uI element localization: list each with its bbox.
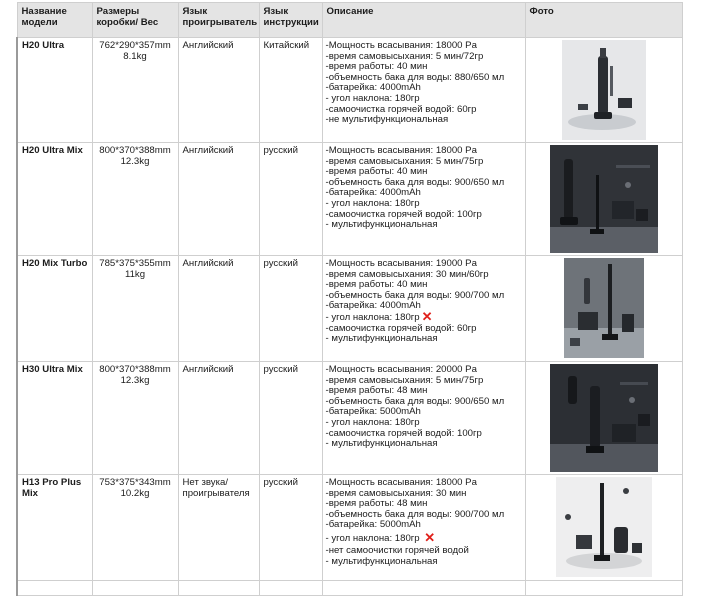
spec-line: -объемность бака для воды: 900/650 мл [325, 395, 505, 407]
spec-line: -Мощность всасывания: 20000 Pa [325, 364, 477, 375]
description-cell[interactable] [322, 143, 525, 256]
spec-line: -самоочистка горячей водой: 60гр [325, 322, 477, 334]
box-weight: 11kg [124, 268, 146, 280]
empty-cell[interactable] [17, 581, 92, 596]
size-cell[interactable] [92, 143, 178, 256]
spec-line: - мультифункциональная [325, 438, 438, 450]
box-weight: 12.3kg [120, 155, 150, 167]
empty-cell[interactable] [178, 581, 259, 596]
table-row-empty [17, 581, 682, 596]
spec-line: -батарейка: 5000mAh [325, 519, 421, 531]
player-lang-cell[interactable]: Английский [178, 256, 259, 362]
description-cell[interactable] [322, 362, 525, 475]
spec-line: -время работы: 40 мин [325, 61, 428, 73]
spec-line: -самоочистка горячей водой: 100гр [325, 208, 482, 220]
box-dimensions: 785*375*355mm [99, 258, 171, 269]
spec-line: -нет самоочистки горячей водой [325, 544, 469, 556]
player-lang-cell[interactable]: Английский [178, 143, 259, 256]
spec-line: -время самовысыхания: 30 мин [325, 487, 467, 499]
manual-lang-cell[interactable]: русский [259, 143, 322, 256]
spec-line: - мультифункциональная [325, 333, 438, 345]
spec-line: -Мощность всасывания: 18000 Pa [325, 40, 477, 51]
spec-line: - мультифункциональная [325, 219, 438, 231]
model-cell[interactable]: H20 Mix Turbo [17, 256, 92, 362]
spec-line: -батарейка: 4000mAh [325, 300, 421, 312]
player-lang-cell[interactable]: Английский [178, 38, 259, 143]
spec-line: -объемность бака для воды: 880/650 мл [325, 71, 505, 83]
photo-cell[interactable] [525, 38, 682, 143]
description-cell[interactable] [322, 38, 525, 143]
product-photo [550, 364, 658, 472]
spec-line: -объемность бака для воды: 900/700 мл [325, 508, 505, 520]
table-row [17, 256, 682, 362]
model-cell[interactable]: H20 Ultra Mix [17, 143, 92, 256]
spec-line: - мультифункциональная [325, 555, 438, 567]
empty-cell[interactable] [322, 581, 525, 596]
spec-line: -не мультифункциональная [325, 114, 449, 126]
header-description[interactable]: Описание [322, 3, 525, 38]
manual-lang-cell[interactable]: русский [259, 362, 322, 475]
spec-line: -время работы: 48 мин [325, 385, 428, 397]
photo-cell[interactable] [525, 362, 682, 475]
manual-lang-cell[interactable]: Китайский [259, 38, 322, 143]
product-photo [550, 145, 658, 253]
spec-line [326, 531, 521, 546]
spec-line: -объемность бака для воды: 900/700 мл [325, 289, 505, 301]
manual-lang-cell[interactable]: русский [259, 475, 322, 581]
spec-line: -самоочистка горячей водой: 100гр [325, 427, 482, 439]
spec-line: -время самовысыхания: 5 мин/75гр [325, 155, 484, 167]
size-cell[interactable] [92, 256, 178, 362]
spec-text: - угол наклона: 180гр [325, 532, 420, 544]
spec-line: -объемность бака для воды: 900/650 мл [325, 176, 505, 188]
empty-cell[interactable] [92, 581, 178, 596]
spec-line: -батарейка: 5000mAh [325, 406, 421, 418]
table-row [17, 362, 682, 475]
photo-cell[interactable] [525, 256, 682, 362]
manual-lang-cell[interactable]: русский [259, 256, 322, 362]
table-row [17, 475, 682, 581]
spec-line: -Мощность всасывания: 18000 Pa [325, 145, 477, 156]
spreadsheet [16, 2, 681, 596]
spec-line: - угол наклона: 180гр [325, 416, 420, 428]
table-row [17, 143, 682, 256]
box-weight: 8.1kg [123, 50, 147, 62]
product-photo [564, 258, 644, 358]
empty-cell[interactable] [525, 581, 682, 596]
spec-line: -батарейка: 4000mAh [325, 82, 421, 94]
description-cell[interactable] [322, 475, 525, 581]
box-weight: 12.3kg [120, 374, 150, 386]
size-cell[interactable] [92, 362, 178, 475]
spec-line: -Мощность всасывания: 19000 Pa [325, 258, 477, 269]
empty-cell[interactable] [259, 581, 322, 596]
red-x-icon: ✕ [421, 308, 433, 324]
spec-text: - угол наклона: 180гр [325, 311, 420, 323]
product-photo [562, 40, 646, 140]
header-size[interactable]: Размеры коробки/ Вес [92, 3, 178, 38]
model-cell[interactable]: H30 Ultra Mix [17, 362, 92, 475]
spec-line: -время самовысыхания: 5 мин/75гр [325, 374, 484, 386]
spec-line: -время работы: 40 мин [325, 279, 428, 291]
red-x-icon: ✕ [424, 529, 436, 545]
description-cell[interactable] [322, 256, 525, 362]
header-player-lang[interactable]: Язык проигрыватель [178, 3, 259, 38]
box-dimensions: 800*370*388mm [99, 364, 171, 375]
table-row [17, 38, 682, 143]
spec-line: - угол наклона: 180гр [325, 92, 420, 104]
header-model[interactable]: Название модели [17, 3, 92, 38]
spec-line: -время работы: 48 мин [325, 498, 428, 510]
header-manual-lang[interactable]: Язык инструкции [259, 3, 322, 38]
model-cell[interactable]: H20 Ultra [17, 38, 92, 143]
spec-line: -самоочистка горячей водой: 60гр [325, 103, 477, 115]
spec-line [325, 308, 521, 324]
box-weight: 10.2kg [120, 487, 150, 499]
box-dimensions: 800*370*388mm [99, 145, 171, 156]
header-row [17, 3, 682, 38]
photo-cell[interactable] [525, 143, 682, 256]
player-lang-cell[interactable]: Нет звука/ проигрывателя [178, 475, 259, 581]
size-cell[interactable] [92, 38, 178, 143]
spec-line: -время работы: 40 мин [325, 166, 428, 178]
comparison-table [16, 2, 683, 596]
spec-line: -время самовысыхания: 5 мин/72гр [325, 50, 484, 62]
spec-line: - угол наклона: 180гр [325, 197, 420, 209]
player-lang-cell[interactable]: Английский [178, 362, 259, 475]
product-photo [556, 477, 652, 577]
photo-cell[interactable] [525, 475, 682, 581]
size-cell[interactable] [92, 475, 178, 581]
spec-line: -Мощность всасывания: 18000 Pa [325, 477, 477, 488]
model-cell[interactable]: H13 Pro Plus Mix [17, 475, 92, 581]
box-dimensions: 762*290*357mm [99, 40, 171, 51]
box-dimensions: 753*375*343mm [99, 477, 171, 488]
header-photo[interactable]: Фото [525, 3, 682, 38]
spec-line: -время самовысыхания: 30 мин/60гр [325, 268, 489, 280]
spec-line: -батарейка: 4000mAh [325, 187, 421, 199]
